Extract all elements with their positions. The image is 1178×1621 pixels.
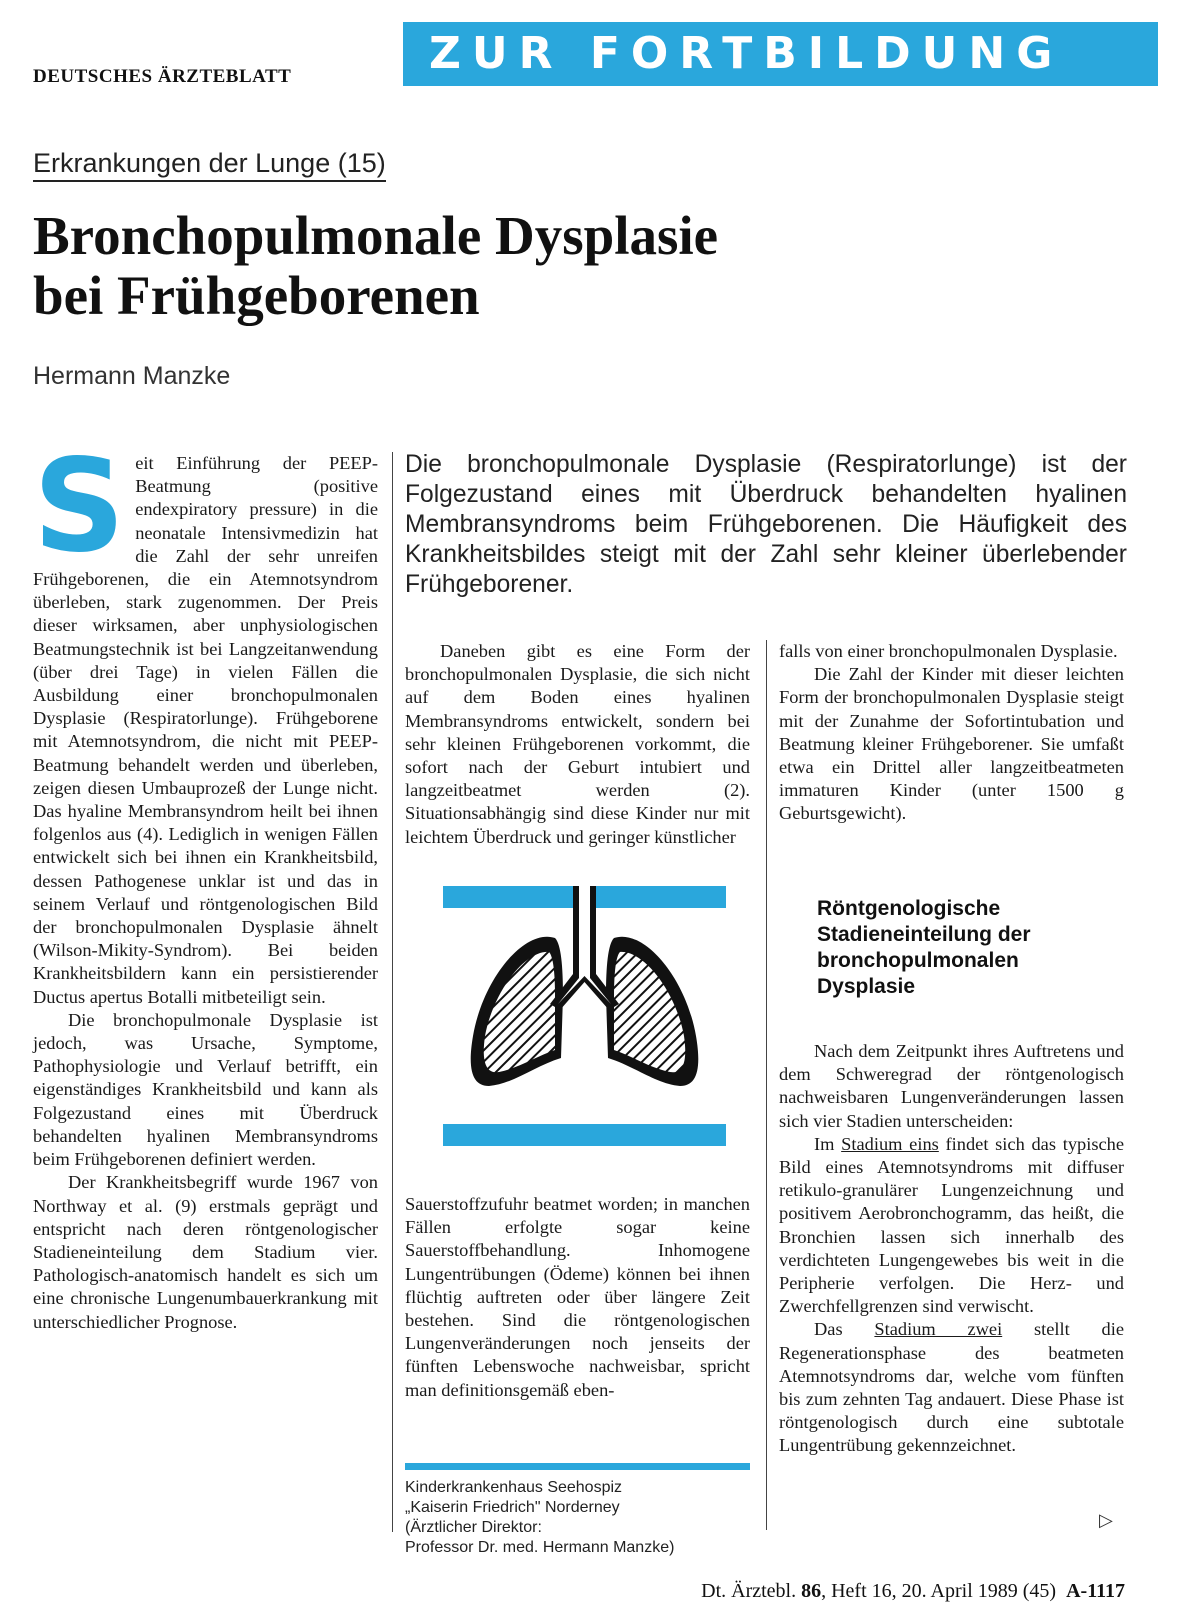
figure-band-bottom bbox=[443, 1124, 726, 1146]
drop-cap: S bbox=[33, 432, 126, 581]
column-3-bottom bbox=[779, 1040, 1124, 1458]
footer-page-number: A-1117 bbox=[1066, 1580, 1125, 1602]
section-subheading: Röntgenologische Stadieneinteilung der bronchopulmonalen Dysplasie bbox=[817, 897, 1031, 998]
column-divider bbox=[392, 452, 393, 1532]
title-line-2: bei Frühgeborenen bbox=[33, 265, 480, 326]
text-run: Im bbox=[814, 1133, 842, 1154]
affiliation-line: Kinderkrankenhaus Seehospiz bbox=[405, 1479, 623, 1496]
article-title bbox=[33, 206, 1153, 326]
text-run: stellt die Regenerationsphase des beatmeten Atemnotsyndroms dar, welche vom fünften bis zum zehnten Tag andauert. Diese Phase ist röntgenologisch durch eine subtotale Lungentrübung gekennzeichnet. bbox=[779, 1319, 1124, 1456]
paragraph: Der Krankheitsbegriff wurde 1967 von Northway et al. (9) erstmals geprägt und entspricht nach deren röntgenologischer Stadieneinteilung dem Stadium vier. Pathologisch-anatomisch handelt es sich um eine chronische Lungenumbauerkrankung mit unterschiedlicher Prognose. bbox=[33, 1172, 378, 1332]
section-banner: ZUR FORTBILDUNG bbox=[403, 22, 1158, 86]
stage-one-term: Stadium eins bbox=[841, 1133, 939, 1154]
paragraph: Sauerstoffzufuhr beatmet worden; in manchen Fällen erfolgte sogar keine Sauerstoffbehandlung. Inhomogene Lungentrübungen (Ödeme) können bei ihnen flüchtig auftreten oder über längere Zeit bestehen. Sind die röntgenologischen Lungenveränderungen noch jenseits der fünften Lebenswoche nachweisbar, spricht man definitionsgemäß eben- bbox=[405, 1194, 750, 1400]
paragraph: Die Zahl der Kinder mit dieser leichten Form der bronchopulmonalen Dysplasie steigt mit der Zunahme der Sofortintubation und Beatmung kleiner Frühgeborener. Sie umfaßt etwa ein Drittel aller langzeitbeatmeten immaturen Kinder (unter 1500 g Geburtsgewicht). bbox=[779, 664, 1124, 824]
paragraph bbox=[779, 1133, 1124, 1319]
continue-arrow-icon: ▷ bbox=[1099, 1510, 1113, 1530]
paragraph: Daneben gibt es eine Form der bronchopulmonalen Dysplasie, die sich nicht auf dem Boden eines hyalinen Membransyndroms entwickelt, sondern bei sehr kleinen Frühgeborenen vorkommt, die sofort nach der Geburt intubiert und langzeitbeatmet werden (2). Situationsabhängig sind diese Kinder nur mit leichtem Überdruck und geringer künstlicher bbox=[405, 641, 750, 847]
column-1 bbox=[33, 432, 378, 1334]
paragraph: eit Einführung der PEEP-Beatmung (positive endexpiratory pressure) in die neonatale Intensivmedizin hat die Zahl der sehr unreifen Frühgeborenen, die ein Atemnotsyndrom überleben, stark zugenommen. Der Preis dieser wirksamen, aber unphysiologischen Beatmungstechnik ist bei Langzeitanwendung (über drei Tage) in vielen Fällen die Ausbildung einer bronchopulmonalen Dysplasie (Respiratorlunge). Frühgeborene mit Atemnotsyndrom, die nicht mit PEEP-Beatmung behandelt werden und überleben, zeigen diesen Umbauprozeß der Lunge nicht. Das hyaline Membransyndrom heilt bei ihnen folgenlos aus (4). Lediglich in wenigen Fällen entwickelt sich bei ihnen ein Krankheitsbild, dessen Pathogenese unklar ist und das in seinem Verlauf und röntgenologischen Bild der bronchopulmonalen Dysplasie ähnelt (Wilson-Mikity-Syndrom). Bei beiden Krankheitsbildern kann ein persistierender Ductus apertus Botalli mitbeteiligt sein. bbox=[33, 453, 378, 1007]
paragraph bbox=[779, 1318, 1124, 1457]
affiliation-line: „Kaiserin Friedrich" Norderney bbox=[405, 1499, 620, 1516]
page-footer bbox=[630, 1580, 1125, 1603]
series-title: Erkrankungen der Lunge (15) bbox=[33, 148, 386, 182]
stage-two-term: Stadium zwei bbox=[874, 1319, 1003, 1340]
lungs-illustration bbox=[443, 886, 726, 1146]
lead-paragraph: Die bronchopulmonale Dysplasie (Respiratorlunge) ist der Folgezustand eines mit Überdruck behandelten hyalinen Membransyndroms beim Frühgeborenen. Die Häufigkeit des Krankheitsbildes steigt mit der Zahl sehr kleiner überlebender Frühgeborener. bbox=[405, 451, 1127, 598]
column-2-bottom bbox=[405, 1193, 750, 1402]
text-run: Das bbox=[814, 1319, 875, 1340]
paragraph: falls von einer bronchopulmonalen Dysplasie. bbox=[779, 641, 1118, 661]
author: Hermann Manzke bbox=[33, 362, 231, 390]
text-run: findet sich das typische Bild eines Atemnotsyndroms mit diffuser retikulo-granulärer Lungenzeichnung und positivem Aerobronchogramm, das heißt, die Bronchien lassen sich innerhalb des verdichteten Lungengewebes bis weit in die Peripherie verfolgen. Die Herz- und Zwerchfellgrenzen sind verwischt. bbox=[779, 1133, 1125, 1317]
footer-issue: , Heft 16, 20. April 1989 (45) bbox=[821, 1580, 1057, 1602]
affiliation-line: (Ärztlicher Direktor: bbox=[405, 1519, 542, 1536]
title-line-1: Bronchopulmonale Dysplasie bbox=[33, 205, 719, 266]
journal-name: DEUTSCHES ÄRZTEBLATT bbox=[33, 66, 292, 87]
affiliation bbox=[405, 1478, 750, 1558]
affiliation-rule bbox=[405, 1463, 750, 1470]
column-2-top bbox=[405, 640, 750, 849]
paragraph: Nach dem Zeitpunkt ihres Auftretens und dem Schweregrad der röntgenologisch nachweisbaren Lungenveränderungen lassen sich vier Stadien unterscheiden: bbox=[779, 1041, 1124, 1131]
column-3-top bbox=[779, 640, 1124, 826]
affiliation-line: Professor Dr. med. Hermann Manzke) bbox=[405, 1539, 675, 1556]
paragraph: Die bronchopulmonale Dysplasie ist jedoch, was Ursache, Symptome, Pathophysiologie und Verlauf betrifft, ein eigenständiges Krankheitsbild und kann als Folgezustand eines mit Überdruck behandelten hyalinen Membransyndroms beim Frühgeborenen definiert werden. bbox=[33, 1009, 378, 1170]
column-divider bbox=[766, 640, 767, 1530]
footer-journal: Dt. Ärztebl. bbox=[701, 1580, 797, 1602]
footer-volume: 86 bbox=[801, 1580, 822, 1602]
